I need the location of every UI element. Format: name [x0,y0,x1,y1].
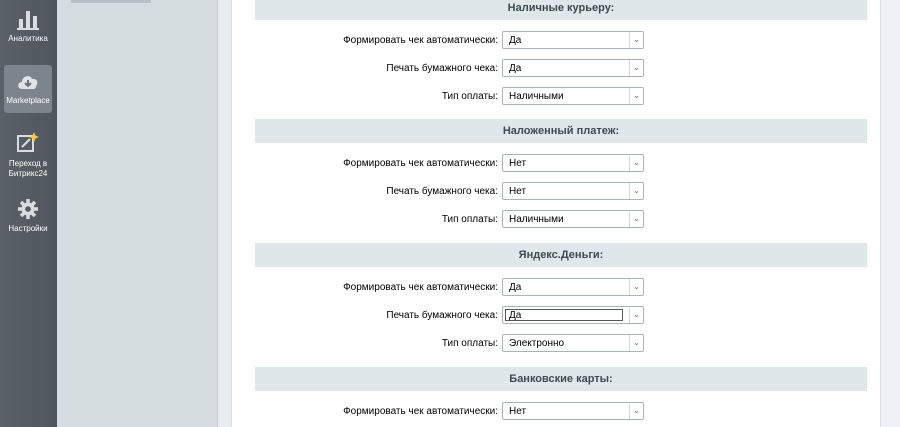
select-value: Наличными [509,91,564,102]
auto-receipt-select[interactable] [502,154,644,172]
sidebar-item-label: Аналитика [8,34,48,43]
select-value: Наличными [509,214,564,225]
section-header-bank-cards: Банковские карты: [255,367,867,391]
section-header-cash-on-delivery: Наложенный платеж: [255,119,867,143]
field-label: Тип оплаты: [441,338,498,349]
form-row [232,59,880,79]
auto-receipt-select[interactable] [502,402,644,420]
section-header-yandex-money: Яндекс.Деньги: [255,243,867,267]
chevron-down-icon: ⌄ [629,155,643,171]
paper-receipt-select[interactable] [502,59,644,77]
field-label: Формировать чек автоматически: [343,158,498,169]
paper-receipt-select[interactable] [502,306,644,324]
field-label: Печать бумажного чека: [386,63,498,74]
form-row [232,334,880,354]
form-row [232,278,880,298]
menu-tab-indicator [71,0,151,3]
bar-chart-icon [17,8,39,30]
bitrix24-icon [16,131,40,155]
field-label: Тип оплаты: [441,214,498,225]
panel-gap [218,0,231,427]
select-value: Нет [509,158,527,169]
field-label: Печать бумажного чека: [386,310,498,321]
chevron-down-icon: ⌄ [629,335,643,351]
chevron-down-icon: ⌄ [629,403,643,419]
select-value: Нет [509,406,527,417]
paper-receipt-select[interactable] [502,182,644,200]
chevron-down-icon: ⌄ [629,32,643,48]
form-row [232,182,880,202]
field-label: Формировать чек автоматически: [343,282,498,293]
form-row [232,87,880,107]
auto-receipt-select[interactable] [502,31,644,49]
secondary-menu-panel [57,0,218,427]
select-value: Да [505,309,623,321]
sidebar-item-marketplace[interactable] [4,65,52,113]
left-sidebar [0,0,57,427]
field-label: Формировать чек автоматически: [343,406,498,417]
auto-receipt-select[interactable] [502,278,644,296]
form-row [232,402,880,422]
select-value: Электронно [509,338,565,349]
section-header-cash-courier: Наличные курьеру: [255,0,867,20]
sidebar-item-settings[interactable] [4,198,52,238]
chevron-down-icon: ⌄ [629,183,643,199]
field-label: Формировать чек автоматически: [343,35,498,46]
select-value: Да [509,35,522,46]
chevron-down-icon: ⌄ [629,211,643,227]
right-gap [880,0,900,427]
payment-type-select[interactable] [502,87,644,105]
form-row [232,306,880,326]
settings-form [231,0,881,427]
field-label: Печать бумажного чека: [386,186,498,197]
field-label: Тип оплаты: [441,91,498,102]
form-row [232,31,880,51]
sidebar-item-label: Переход в Битрикс24 [8,159,48,178]
sidebar-item-bitrix24[interactable] [4,131,52,181]
select-value: Да [509,63,522,74]
sidebar-item-label: Настройки [8,224,48,233]
form-row [232,210,880,230]
chevron-down-icon: ⌄ [629,279,643,295]
sidebar-item-label: Marketplace [6,96,50,105]
gear-icon [17,198,39,220]
chevron-down-icon: ⌄ [629,88,643,104]
select-value: Да [509,282,522,293]
form-row [232,154,880,174]
payment-type-select[interactable] [502,334,644,352]
select-value: Нет [509,186,527,197]
chevron-down-icon: ⌄ [629,307,643,323]
sidebar-item-analytics[interactable] [4,8,52,52]
chevron-down-icon: ⌄ [629,60,643,76]
payment-type-select[interactable] [502,210,644,228]
cloud-download-icon [16,72,40,92]
